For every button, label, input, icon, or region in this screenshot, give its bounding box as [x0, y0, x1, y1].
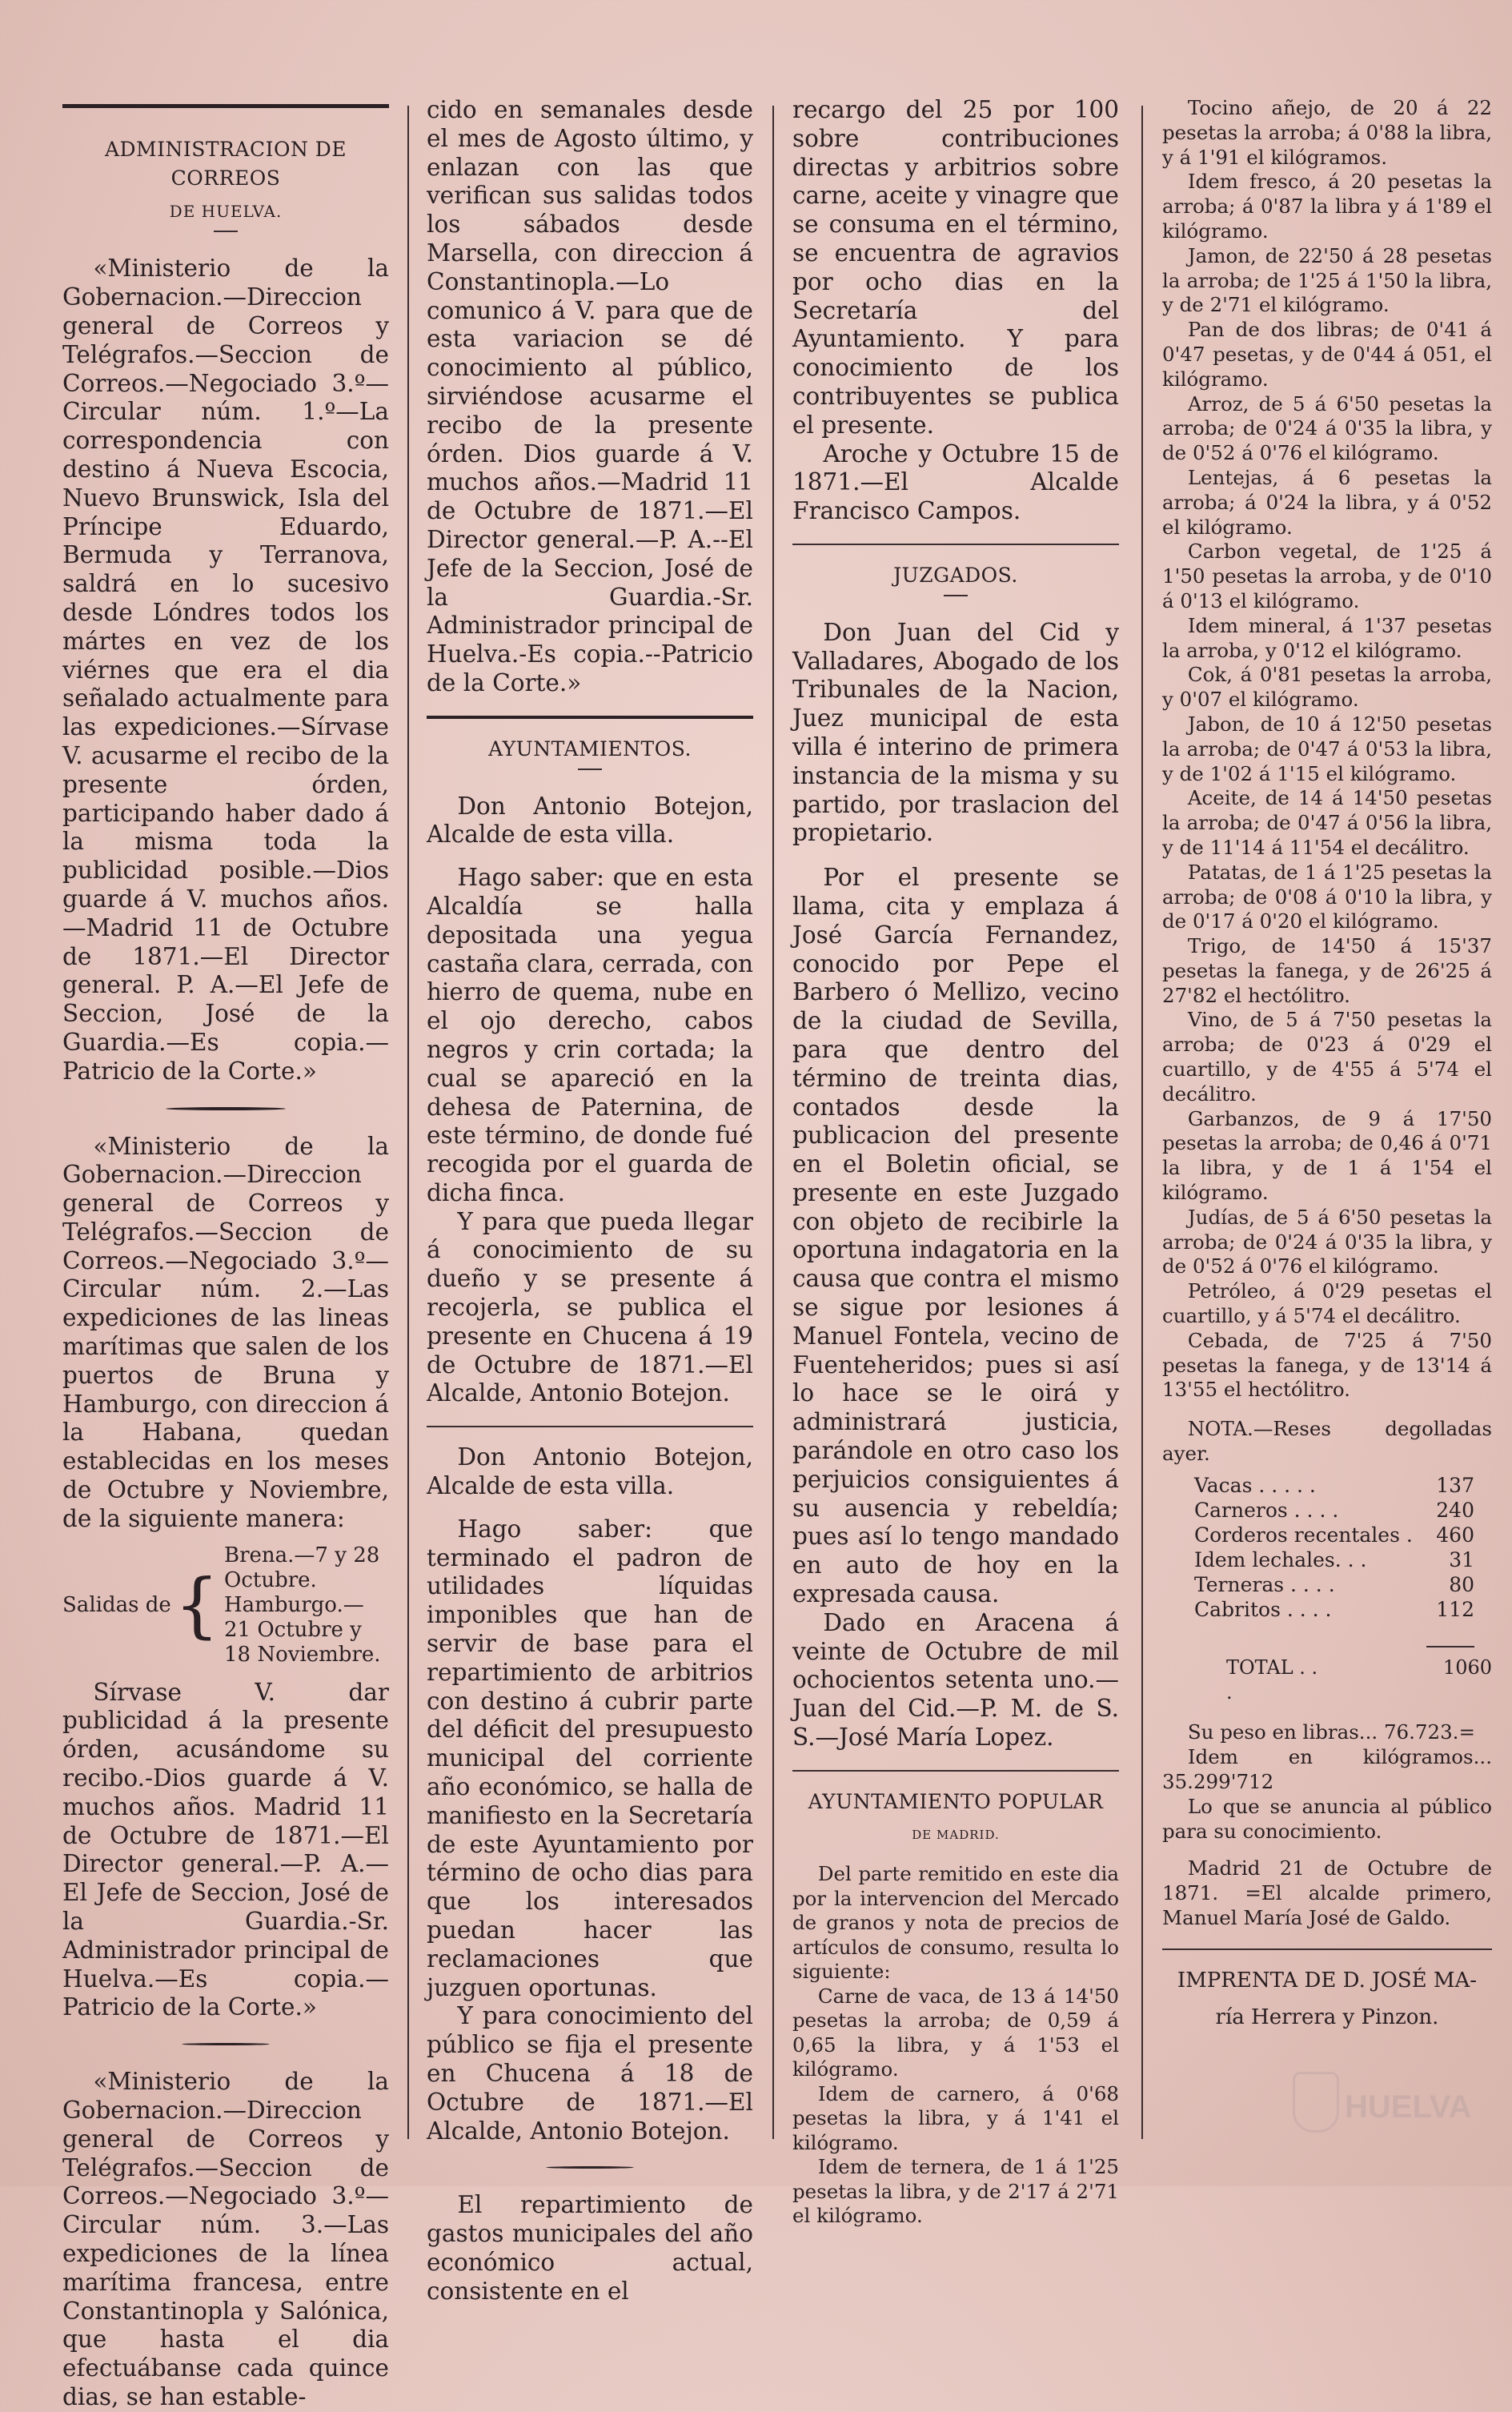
reses-table — [1194, 1473, 1492, 1622]
section-heading-juzgados: JUZGADOS. — [893, 563, 1018, 587]
circular-2-cont: Sírvase V. dar publicidad á la presente órden, acusándome su recibo.-Dios guarde á V. muchos años. Madrid 11 de Octubre de 1871.—El Director general.—P. A.—El Jefe de Seccion, José de la Guardia.-Sr. Administrador principal de Huelva.—Es copia.—Patricio de la Corte.» — [62, 1678, 389, 2021]
reses-row — [1194, 1498, 1492, 1523]
brace-icon: { — [174, 1563, 219, 1647]
price-carnero: Idem de carnero, á 0'68 pesetas la libra, y á 1'41 el kilógramo. — [792, 2081, 1119, 2154]
price-item: Cok, á 0'81 pesetas la arroba, y 0'07 el kilógramo. — [1162, 663, 1492, 712]
price-item: Vino, de 5 á 7'50 pesetas la arroba; de 0'23 á 0'29 el cuartillo, y de 4'55 á 5'74 el decálitro. — [1162, 1008, 1492, 1106]
price-item: Idem fresco, á 20 pesetas la arroba; á 0'87 la libra y á 1'89 el kilógramo. — [1162, 170, 1492, 243]
anuncio: Lo que se anuncia al público para su conocimiento. — [1162, 1794, 1492, 1843]
circular-1: «Ministerio de la Gobernacion.—Direccion general de Correos y Telégrafos.—Seccion de Correos.—Negociado 3.º—Circular núm. 1.º—La correspondencia con destino á Nueva Escocia, Nuevo Brunswick, Isla del Príncipe Eduardo, Bermuda y Terranova, saldrá en lo sucesivo desde Lóndres todos los mártes en vez de los viérnes que era el dia señalado actualmente para las expediciones.—Sírvase V. acusarme el recibo de la presente órden, participando haber dado á la misma toda la publicidad posible.—Dios guarde á V. muchos años.—Madrid 11 de Octubre de 1871.—El Director general. P. A.—El Jefe de Seccion, José de la Guardia.—Es copia.—Patricio de la Corte.» — [62, 255, 389, 1085]
rule — [427, 1426, 753, 1427]
column-rule-3 — [1141, 106, 1143, 2139]
salidas-line-2: Hamburgo.—21 Octubre y 18 Noviembre. — [224, 1592, 381, 1667]
price-vaca: Carne de vaca, de 13 á 14'50 pesetas la arroba; de 0,59 á 0,65 la libra, y á 1'53 el kilógramo. — [792, 1984, 1119, 2081]
circular-3-cont: cido en semanales desde el mes de Agosto último, y enlazan con las que verifican sus salidas todos los sábados desde Marsella, con direccion á Constantinopla.—Lo comunico á V. para que de esta variacion se dé conocimiento al público, sirviéndose acusarme el recibo de la presente órden. Dios guarde á V. muchos años.—Madrid 11 de Octubre de 1871.—El Director general.—P. A.--El Jefe de la Seccion, José de la Guardia.-Sr. Administrador principal de Huelva.-Es copia.--Patricio de la Corte.» — [427, 96, 753, 696]
column-1 — [62, 96, 389, 2410]
column-4 — [1162, 96, 1492, 2145]
archive-seal-icon — [1293, 2072, 1339, 2133]
reses-row — [1194, 1523, 1492, 1547]
edict-2-body: Hago saber: que terminado el padron de utilidades líquidas imponibles que han de servir de base para el repartimiento de arbitrios con destino á cubrir parte del déficit del presupuesto municipal del corriente año económico, se halla de manifiesto en la Secretaría de este Ayuntamiento por término de ocho dias para que los interesados puedan hacer las reclamaciones que juzguen oportunas. — [427, 1515, 753, 2001]
edict-3-body: El repartimiento de gastos municipales del año económico actual, consistente en el — [427, 2191, 753, 2305]
separator — [166, 1107, 286, 1110]
total-row — [1226, 1655, 1492, 1705]
edict-1-body: Hago saber: que en esta Alcaldía se halla depositada una yegua castaña clara, cerrada, con hierro de quema, nube en el ojo derecho, cabos negros y crin cortada; la cual se apareció en la dehesa de Paternina, de este término, de donde fué recogida por el guarda de dicha finca. — [427, 864, 753, 1206]
price-item: Aceite, de 14 á 14'50 pesetas la arroba; de 0'47 á 0'56 la libra, y de 11'14 á 11'54 el decálitro. — [1162, 786, 1492, 859]
circular-3: «Ministerio de la Gobernacion.—Direccion general de Correos y Telégrafos.—Seccion de Correos.—Negociado 3.º—Circular núm. 3.—Las expediciones de la línea marítima francesa, entre Constantinopla y Salónica, que hasta el dia efectuábanse cada quince dias, se han estable- — [62, 2068, 389, 2410]
dash — [578, 769, 602, 770]
mercado-intro: Del parte remitido en este dia por la intervencion del Mercado de granos y nota de precios de artículos de consumo, resulta lo siguiente: — [792, 1862, 1119, 1984]
total-rule — [1426, 1646, 1474, 1647]
price-item: Patatas, de 1 á 1'25 pesetas la arroba; de 0'08 á 0'10 la libra, y de 0'17 á 0'20 el kilógramo. — [1162, 860, 1492, 933]
rule — [792, 1770, 1119, 1772]
juzgado-body: Por el presente se llama, cita y emplaza á José García Fernandez, conocido por Pepe el Barbero ó Mellizo, vecino de la ciudad de Sevilla, para que dentro del término de treinta dias, contados desde la publicacion del presente en el Boletin oficial, se presente en este Juzgado con objeto de recibirle la oportuna indagatoria en la causa que contra el mismo se sigue por lesiones á Manuel Fontela, vecino de Fuenteheridos; pues si así lo hace se le oirá y administrará justicia, parándole en otro caso los perjuicios consiguientes á su ausencia y rebeldía; pues así lo tengo mandado en auto de hoy en la expresada causa. — [792, 864, 1119, 1608]
reses-row — [1194, 1597, 1492, 1622]
separator — [546, 2166, 634, 2169]
rule — [1162, 1948, 1492, 1950]
circular-2: «Ministerio de la Gobernacion.—Direccion general de Correos y Telégrafos.—Seccion de Correos.—Negociado 3.º—Circular núm. 2.—Las expediciones de las lineas marítimas que salen de los puertos de Bruna y Hamburgo, con direccion á la Habana, quedan establecidas en los meses de Octubre y Noviembre, de la siguiente manera: — [62, 1132, 389, 1532]
salidas-block — [62, 1543, 389, 1668]
salidas-label: Salidas de — [62, 1592, 171, 1617]
salidas-line-1: Brena.—7 y 28 Octubre. — [224, 1543, 380, 1592]
price-item: Tocino añejo, de 20 á 22 pesetas la arroba; á 0'88 la libra, y á 1'91 el kilógramos. — [1162, 96, 1492, 169]
column-2 — [427, 96, 753, 2305]
reses-row — [1194, 1547, 1492, 1572]
firma-madrid: Madrid 21 de Octubre de 1871. =El alcalde primero, Manuel María José de Galdo. — [1162, 1856, 1492, 1929]
price-item: Petróleo, á 0'29 pesetas el cuartillo, y á 5'74 el decálitro. — [1162, 1279, 1492, 1328]
reses-value: 112 — [1436, 1597, 1474, 1621]
reses-value: 31 — [1449, 1547, 1474, 1571]
price-item: Arroz, de 5 á 6'50 pesetas la arroba; de 0'24 á 0'35 la libra, y de 0'52 á 0'76 el kilógramo. — [1162, 391, 1492, 465]
dash — [944, 595, 968, 596]
reses-name: Corderos recentales . — [1194, 1523, 1413, 1547]
reses-value: 460 — [1436, 1523, 1474, 1547]
price-list — [1162, 96, 1492, 1403]
reses-value: 137 — [1436, 1473, 1474, 1497]
section-heading-ayuntamiento-popular: AYUNTAMIENTO POPULAR — [808, 1789, 1104, 1813]
reses-name: Carneros . . . . — [1194, 1498, 1339, 1522]
reses-name: Cabritos . . . . — [1194, 1597, 1332, 1621]
price-item: Judías, de 5 á 6'50 pesetas la arroba; de 0'24 á 0'35 la libra, y de 0'52 á 0'76 el kilógramo. — [1162, 1205, 1492, 1278]
total-label: TOTAL . . . — [1226, 1655, 1318, 1704]
reses-value: 240 — [1436, 1498, 1474, 1522]
column-3 — [792, 96, 1119, 2228]
reses-row — [1194, 1473, 1492, 1498]
edict-3-cont: recargo del 25 por 100 sobre contribuciones directas y arbitrios sobre carne, aceite y vinagre que se consuma en el término, se encuentra de agravios por ocho dias en la Secretaría del Ayuntamiento. Y para conocimiento de los contribuyentes se publica el presente. — [792, 96, 1119, 439]
section-heading-ayuntamientos: AYUNTAMIENTOS. — [488, 736, 692, 761]
price-item: Garbanzos, de 9 á 17'50 pesetas la arroba; de 0,46 á 0'71 la libra, y de 1 á 1'54 el kilógramo. — [1162, 1106, 1492, 1205]
reses-value: 80 — [1449, 1572, 1474, 1596]
total-value: 1060 — [1442, 1655, 1492, 1679]
reses-name: Terneras . . . . — [1194, 1572, 1335, 1596]
reses-row — [1194, 1572, 1492, 1597]
rule — [792, 544, 1119, 545]
column-rule-1 — [407, 106, 409, 2139]
juzgado-intro: Don Juan del Cid y Valladares, Abogado de los Tribunales de la Nacion, Juez municipal de esta villa é interino de primera instancia de la misma y su partido, por traslacion del propietario. — [792, 618, 1119, 847]
nota-reses: NOTA.—Reses degolladas ayer. — [1162, 1417, 1492, 1466]
reses-name: Idem lechales. . . — [1194, 1547, 1367, 1571]
section-rule — [427, 716, 753, 719]
price-item: Jamon, de 22'50 á 28 pesetas la arroba; de 1'25 á 1'50 la libra, y de 2'71 el kilógramo. — [1162, 243, 1492, 317]
edict-2-intro: Don Antonio Botejon, Alcalde de esta villa. — [427, 1443, 753, 1500]
price-item: Trigo, de 14'50 á 15'37 pesetas la fanega, y de 26'25 á 27'82 el hectólitro. — [1162, 934, 1492, 1007]
archive-watermark: HUELVA — [1345, 2089, 1472, 2125]
edict-2-closing: Y para conocimiento del público se fija el presente en Chucena á 18 de Octubre de 1871.—El Alcalde, Antonio Botejon. — [427, 2002, 753, 2145]
price-item: Pan de dos libras; de 0'41 á 0'47 pesetas, y de 0'44 á 051, el kilógramo. — [1162, 318, 1492, 391]
price-item: Carbon vegetal, de 1'25 á 1'50 pesetas la arroba, y de 0'10 á 0'13 el kilógramo. — [1162, 540, 1492, 612]
edict-1-intro: Don Antonio Botejon, Alcalde de esta villa. — [427, 792, 753, 849]
reses-name: Vacas . . . . . — [1194, 1473, 1316, 1497]
imprenta-line-2: ría Herrera y Pinzon. — [1215, 2005, 1439, 2029]
separator — [182, 2043, 270, 2045]
top-rule — [62, 104, 389, 108]
edict-1-closing: Y para que pueda llegar á conocimiento de su dueño y se presente á recojerla, se publica el presente en Chucena á 19 de Octubre de 1871.—El Alcalde, Antonio Botejon. — [427, 1207, 753, 1407]
juzgado-closing: Dado en Aracena á veinte de Octubre de mil ochocientos setenta uno.—Juan del Cid.—P. M. de S. S.—José María Lopez. — [792, 1608, 1119, 1752]
peso-libras: Su peso en libras... 76.723.= — [1187, 1720, 1475, 1744]
price-item: Lentejas, á 6 pesetas la arroba; á 0'24 la libra, y á 0'52 el kilógramo. — [1162, 465, 1492, 539]
price-ternera: Idem de ternera, de 1 á 1'25 pesetas la libra, y de 2'17 á 2'71 el kilógramo. — [792, 2155, 1119, 2228]
price-item: Cebada, de 7'25 á 7'50 pesetas la fanega, y de 13'14 á 13'55 el hectólitro. — [1162, 1328, 1492, 1402]
section-subheading-huelva: DE HUELVA. — [169, 201, 283, 221]
dash — [214, 231, 238, 232]
price-item: Jabon, de 10 á 12'50 pesetas la arroba; de 0'47 á 0'53 la libra, y de 1'02 á 1'15 el kilógramo. — [1162, 712, 1492, 785]
edict-3-signature: Aroche y Octubre 15 de 1871.—El Alcalde Francisco Campos. — [792, 439, 1119, 525]
price-item: Idem mineral, á 1'37 pesetas la arroba, y 0'12 el kilógramo. — [1162, 613, 1492, 662]
section-subheading-madrid: DE MADRID. — [912, 1827, 1000, 1842]
column-rule-2 — [772, 106, 774, 2139]
section-heading-correos: ADMINISTRACION DE CORREOS — [104, 138, 347, 190]
imprenta-line-1: IMPRENTA DE D. JOSÉ MA- — [1177, 1968, 1478, 1993]
peso-kilogramos: Idem en kilógramos... 35.299'712 — [1162, 1745, 1492, 1794]
